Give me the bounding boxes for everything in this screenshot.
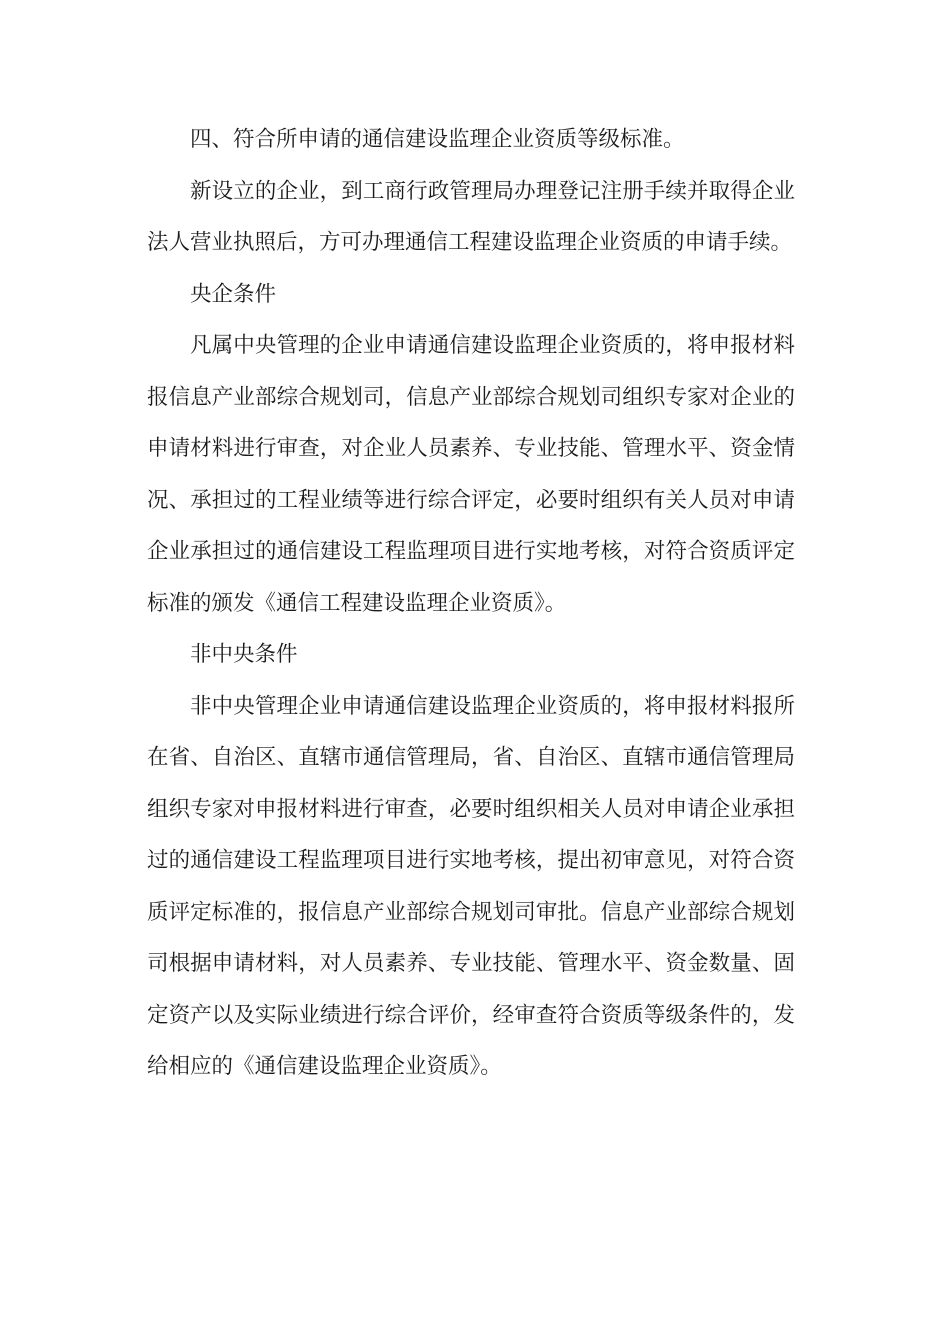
document-body (147, 114, 795, 1093)
paragraph-requirement-four: 四、符合所申请的通信建设监理企业资质等级标准。 (190, 127, 685, 152)
paragraph-non-central-procedure: 非中央管理企业申请通信建设监理企业资质的，将申报材料报所在省、自治区、直辖市通信管理局，省、自治区、直辖市通信管理局组织专家对申报材料进行审查，必要时组织相关人员对申请企业承担过的通信建设工程监理项目进行实地考核，提出初审意见，对符合资质评定标准的，报信息产业部综合规划司审批。信息产业部综合规划司根据申请材料，对人员素养、专业技能、管理水平、资金数量、固定资产以及实际业绩进行综合评价，经审查符合资质等级条件的，发给相应的《通信建设监理企业资质》。 (147, 693, 795, 1079)
heading-central-enterprise-conditions: 央企条件 (190, 281, 277, 307)
heading-non-central-conditions: 非中央条件 (190, 642, 298, 667)
paragraph-new-enterprise: 新设立的企业，到工商行政管理局办理登记注册手续并取得企业法人营业执照后，方可办理通信工程建设监理企业资质的申请手续。 (147, 178, 795, 255)
paragraph-central-enterprise-procedure: 凡属中央管理的企业申请通信建设监理企业资质的，将申报材料报信息产业部综合规划司，信息产业部综合规划司组织专家对企业的申请材料进行审查，对企业人员素养、专业技能、管理水平、资金情况、承担过的工程业绩等进行综合评定，必要时组织有关人员对申请企业承担过的通信建设工程监理项目进行实地考核，对符合资质评定标准的颁发《通信工程建设监理企业资质》。 (147, 333, 795, 616)
